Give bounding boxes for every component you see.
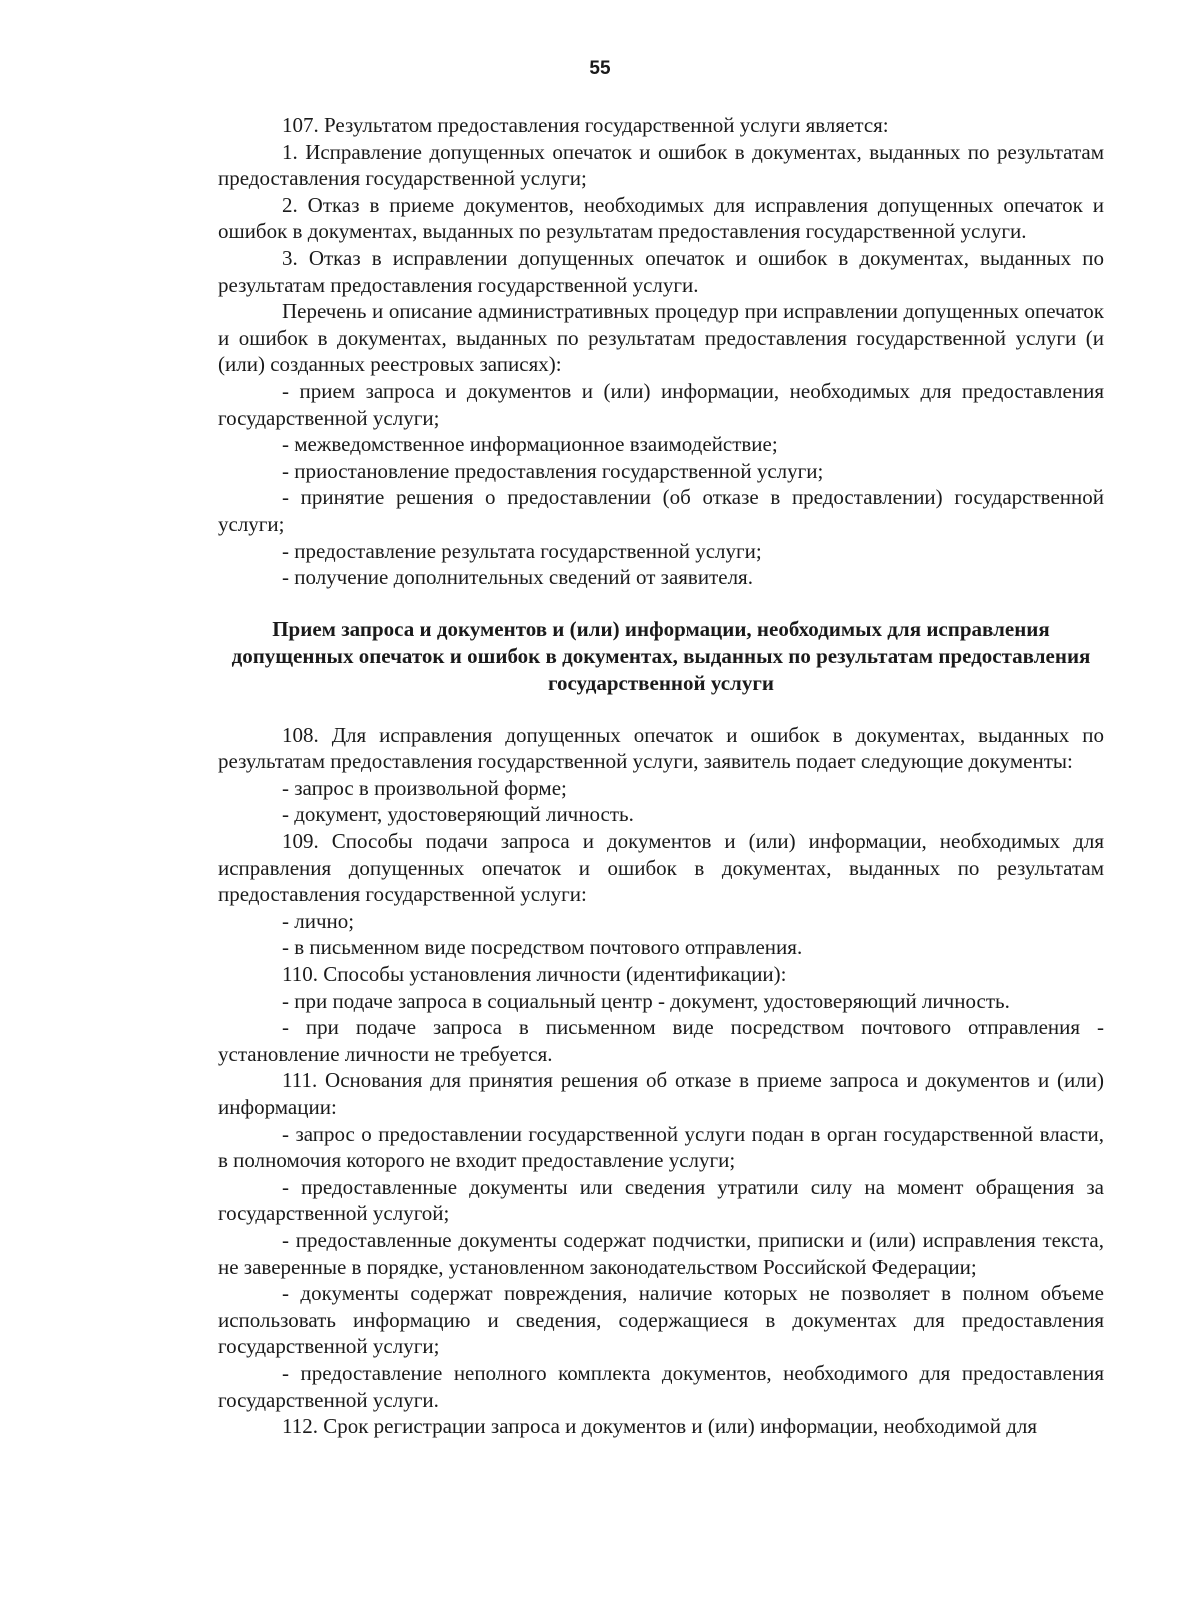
procedure-item: - межведомственное информационное взаимодействие; [282, 432, 778, 457]
list-item: - предоставление неполного комплекта документов, необходимого для предоставления государственной услуги. [218, 1360, 1104, 1412]
procedure-item: - приостановление предоставления государственной услуги; [282, 458, 824, 483]
procedures-intro: Перечень и описание административных процедур при исправлении допущенных опечаток и ошибок в документах, выданных по результатам предоставления государственной услуги (и (или) созданных реестровых записях): [218, 299, 1104, 377]
list-item: - лично; [282, 908, 355, 933]
paragraph-108: 108. Для исправления допущенных опечаток и ошибок в документах, выданных по результатам предоставления государственной услуги, заявитель подает следующие документы: [218, 722, 1104, 774]
paragraph-109: 109. Способы подачи запроса и документов и (или) информации, необходимых для исправления допущенных опечаток и ошибок в документах, выданных по результатам предоставления государственной услуги: [218, 829, 1104, 907]
list-item: - запрос в произвольной форме; [282, 775, 567, 800]
paragraph-111: 111. Основания для принятия решения об отказе в приеме запроса и документов и (или) информации: [218, 1068, 1104, 1119]
paragraph-110: 110. Способы установления личности (идентификации): [282, 962, 787, 987]
section-heading: Прием запроса и документов и (или) информации, необходимых для исправления допущенных опечаток и ошибок в документах, выданных по результатам предоставления государственной услуги [231, 616, 1091, 695]
paragraph-107-item-3: 3. Отказ в исправлении допущенных опечаток и ошибок в документах, выданных по результатам предоставления государственной услуги. [218, 245, 1104, 297]
list-item: - при подаче запроса в социальный центр - документ, удостоверяющий личность. [282, 988, 1010, 1013]
page-number: 55 [589, 58, 611, 79]
paragraph-112: 112. Срок регистрации запроса и документов и (или) информации, необходимой для [282, 1414, 1038, 1439]
list-item: - предоставленные документы содержат подчистки, приписки и (или) исправления текста, не заверенные в порядке, установленном законодательством Российской Федерации; [218, 1227, 1104, 1279]
list-item: - в письменном виде посредством почтового отправления. [282, 935, 803, 960]
procedure-item: - предоставление результата государственной услуги; [282, 538, 762, 563]
document-body [218, 112, 1104, 1440]
list-item: - при подаче запроса в письменном виде посредством почтового отправления - установление личности не требуется. [218, 1015, 1104, 1066]
procedure-item: - прием запроса и документов и (или) информации, необходимых для предоставления государственной услуги; [218, 378, 1104, 430]
list-item: - запрос о предоставлении государственной услуги подан в орган государственной власти, в полномочия которого не входит предоставление услуги; [218, 1121, 1104, 1173]
paragraph-107-item-1: 1. Исправление допущенных опечаток и ошибок в документах, выданных по результатам предоставления государственной услуги; [218, 139, 1104, 191]
list-item: - документ, удостоверяющий личность. [282, 802, 634, 827]
paragraph-107: 107. Результатом предоставления государственной услуги является: [282, 113, 889, 137]
paragraph-107-item-2: 2. Отказ в приеме документов, необходимых для исправления допущенных опечаток и ошибок в документах, выданных по результатам предоставления государственной услуги. [218, 192, 1104, 244]
list-item: - предоставленные документы или сведения утратили силу на момент обращения за государственной услугой; [218, 1174, 1104, 1226]
list-item: - документы содержат повреждения, наличие которых не позволяет в полном объеме использовать информацию и сведения, содержащиеся в документах для предоставления государственной услуги; [218, 1281, 1104, 1359]
procedure-item: - принятие решения о предоставлении (об отказе в предоставлении) государственной услуги; [218, 485, 1104, 536]
procedure-item: - получение дополнительных сведений от заявителя. [282, 565, 753, 590]
